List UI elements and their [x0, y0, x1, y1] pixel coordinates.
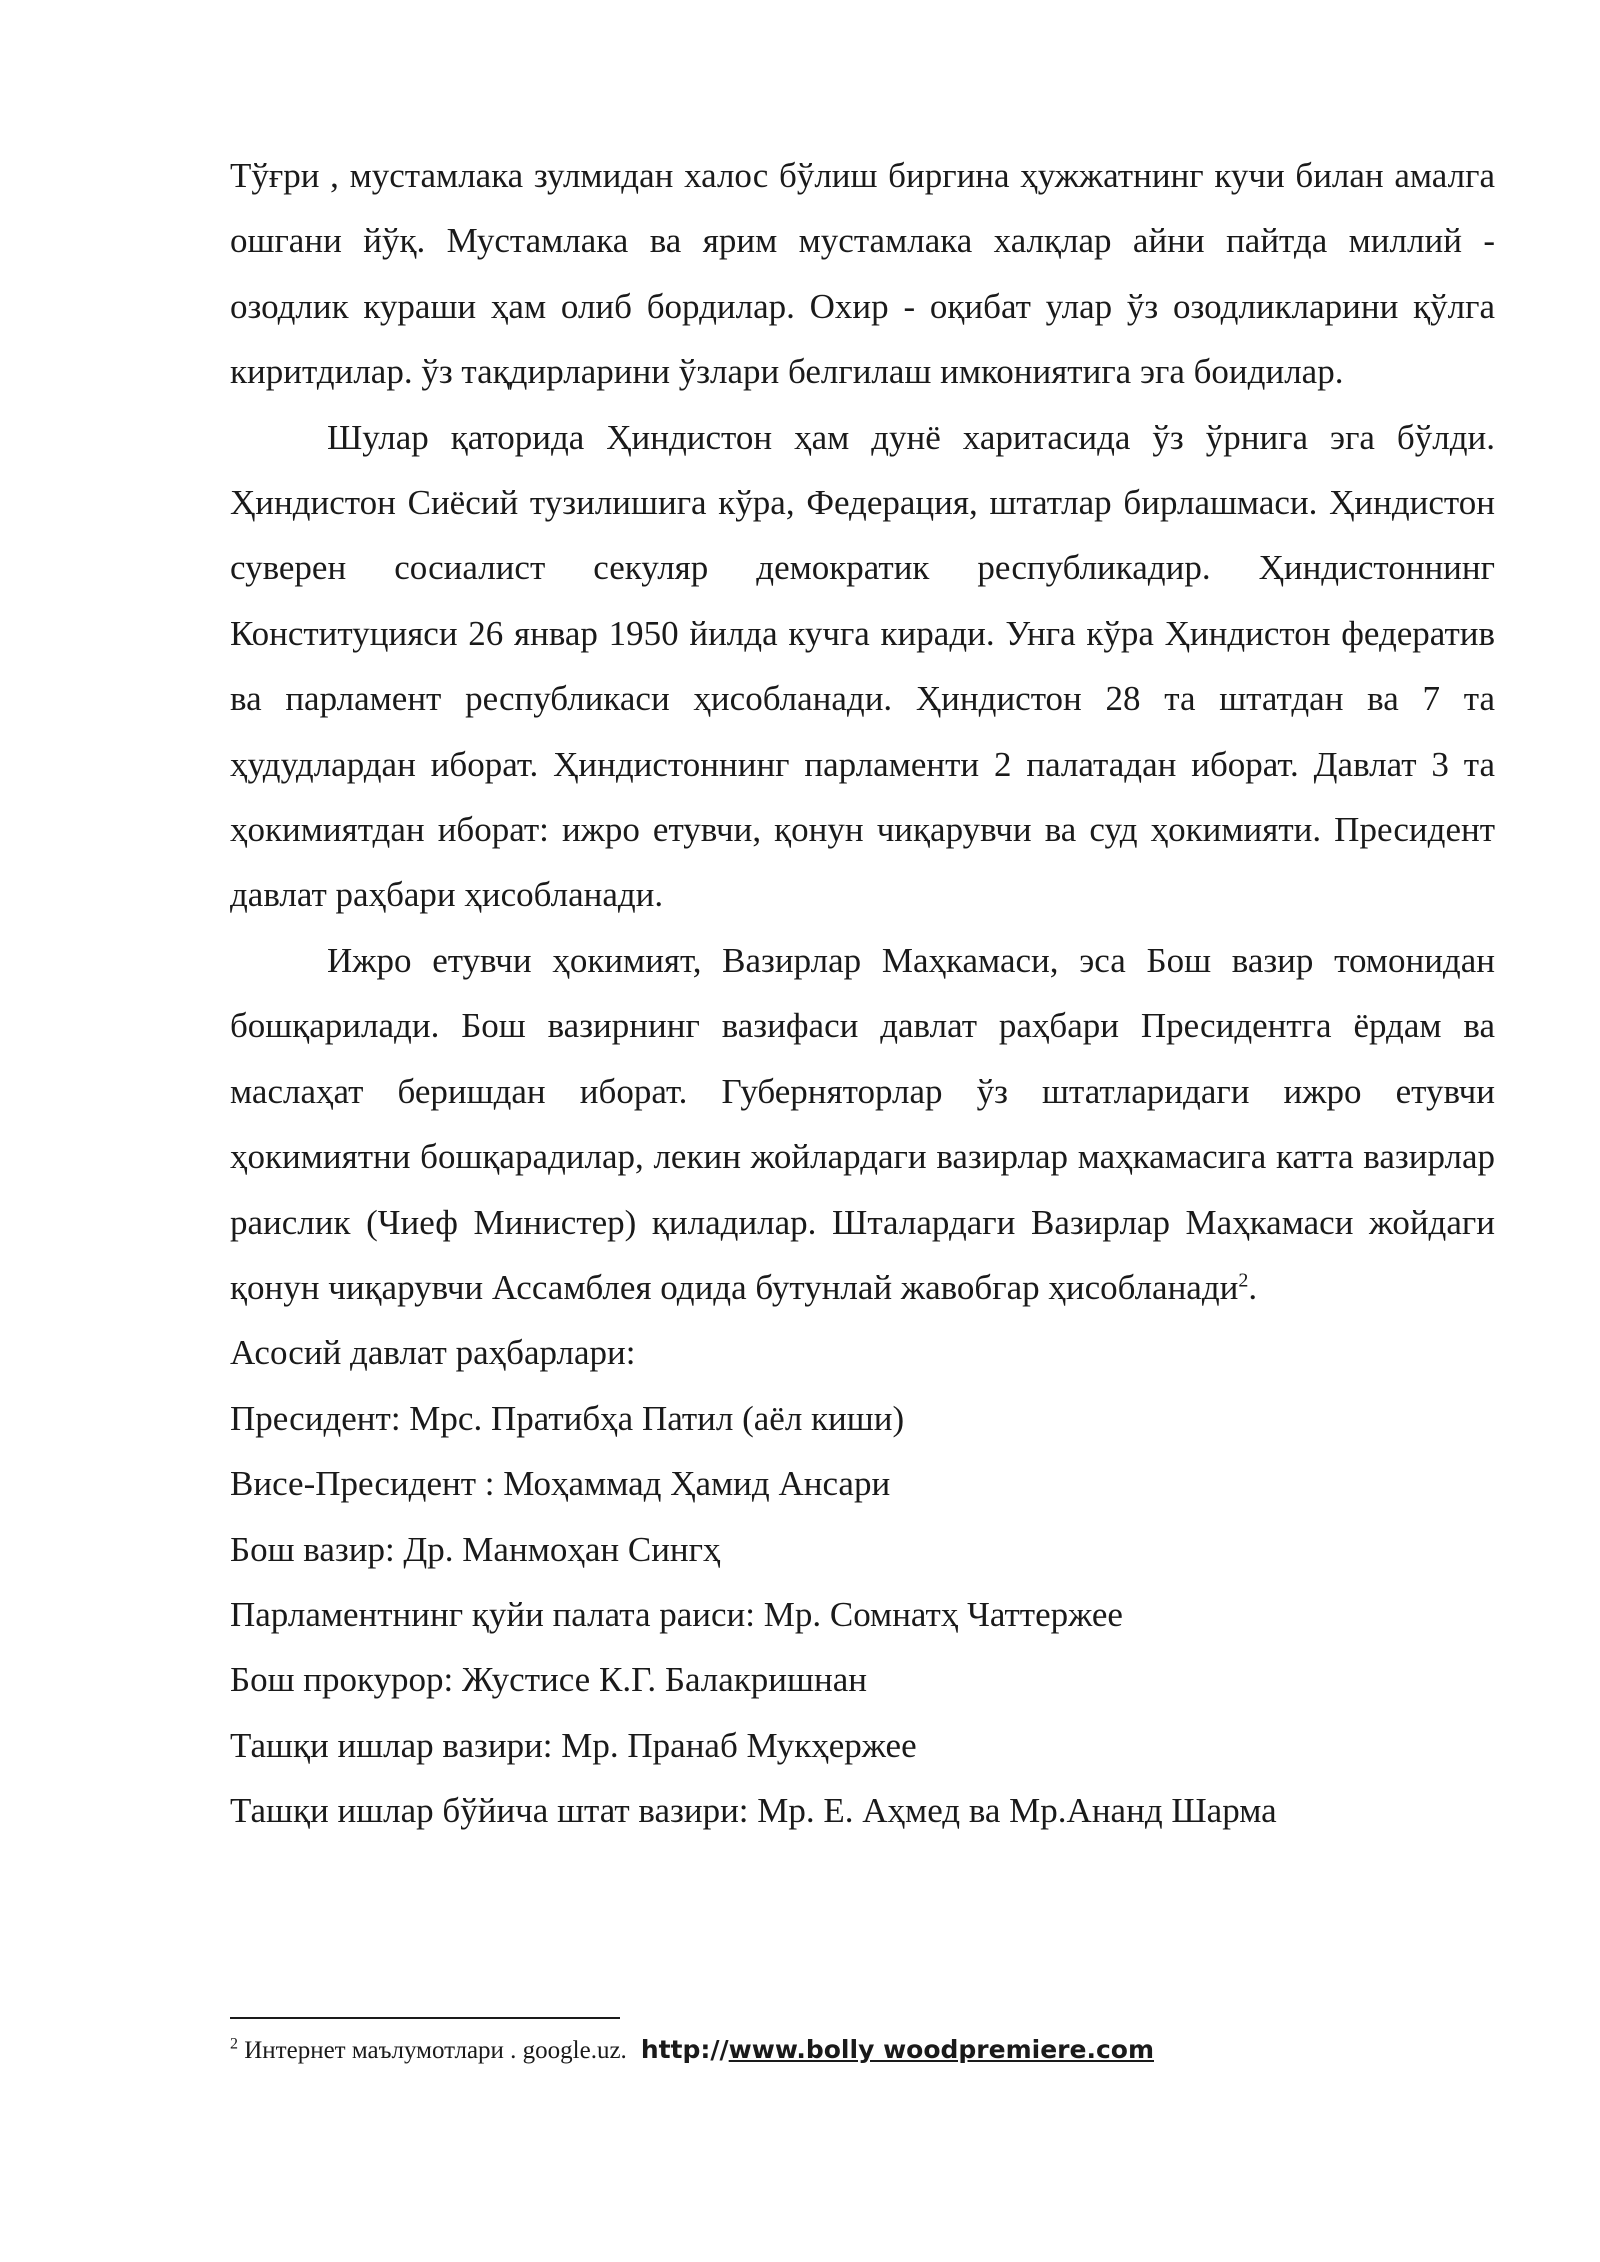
paragraph-3-end: .: [1248, 1267, 1258, 1307]
footnote-separator: [230, 2017, 620, 2019]
footnote-link[interactable]: [641, 2035, 1154, 2064]
document-body: [230, 143, 1495, 1844]
footnote-reference[interactable]: 2: [1238, 1269, 1249, 1292]
footnote-text: Интернет маълумотлари . google.uz.: [244, 2037, 627, 2064]
leader-line: Ташқи ишлар бўйича штат вазири: Мр. Е. Аҳмед ва Мр.Ананд Шарма: [230, 1791, 1277, 1831]
leader-line: Пресидент: Мрс. Пратибҳа Патил (аёл киши): [230, 1398, 905, 1438]
paragraph-2: Шулар қаторида Ҳиндистон ҳам дунё харитасида ўз ўрнига эга бўлди. Ҳиндистон Сиёсий тузилишига кўра, Федерация, штатлар бирлашмаси. Ҳиндистон суверен сосиалист секуляр демократик республикадир. Ҳиндистоннинг Конституцияси 26 январ 1950 йилда кучга киради. Унга кўра Ҳиндистон федератив ва парламент республикаси ҳисобланади. Ҳиндистон 28 та штатдан ва 7 та ҳудудлардан иборат. Ҳиндистоннинг парламенти 2 палатадан иборат. Давлат 3 та ҳокимиятдан иборат: ижро етувчи, қонун чиқарувчи ва суд ҳокимияти. Пресидент давлат раҳбари ҳисобланади.: [230, 417, 1495, 915]
leader-line: Ташқи ишлар вазири: Мр. Пранаб Мукҳержее: [230, 1725, 917, 1765]
leader-line: Висе-Пресидент : Моҳаммад Ҳамид Ансари: [230, 1464, 891, 1504]
leader-line: Парламентнинг қуйи палата раиси: Мр. Сомнатҳ Чаттержее: [230, 1594, 1123, 1634]
leader-line: Бош прокурор: Жустисе К.Г. Балакришнан: [230, 1660, 867, 1700]
paragraph-3-text: Ижро етувчи ҳокимият, Вазирлар Маҳкамаси, эса Бош вазир томонидан бошқарилади. Бош вазирнинг вазифаси давлат раҳбари Пресидентга ёрдам ва маслаҳат беришдан иборат. Губерняторлар ўз штатларидаги ижро етувчи ҳокимиятни бошқарадилар, лекин жойлардаги вазирлар маҳкамасига катта вазирлар раислик (Чиеф Министер) қиладилар. Шталардаги Вазирлар Маҳкамаси жойдаги қонун чиқарувчи Ассамблея одида бутунлай жавобгар ҳисобланади: [230, 940, 1495, 1307]
footnote: [230, 2030, 1154, 2071]
footnote-link-url: www.bolly woodpremiere.com: [728, 2035, 1154, 2064]
footnote-link-prefix: http://: [640, 2035, 729, 2064]
leader-line: Бош вазир: Др. Манмоҳан Сингҳ: [230, 1529, 721, 1569]
paragraph-3: [230, 928, 1495, 1320]
paragraph-1: Тўғри , мустамлака зулмидан халос бўлиш биргина ҳужжатнинг кучи билан амалга ошгани йўқ. Мустамлака ва ярим мустамлака халқлар айни пайтда миллий - озодлик кураши ҳам олиб бордилар. Охир - оқибат улар ўз озодликларини қўлга киритдилар. ўз тақдирларини ўзлари белгилаш имкониятига эга боидилар.: [230, 156, 1495, 392]
leaders-heading: Асосий давлат раҳбарлари:: [230, 1333, 636, 1373]
footnote-number: 2: [230, 2035, 238, 2053]
